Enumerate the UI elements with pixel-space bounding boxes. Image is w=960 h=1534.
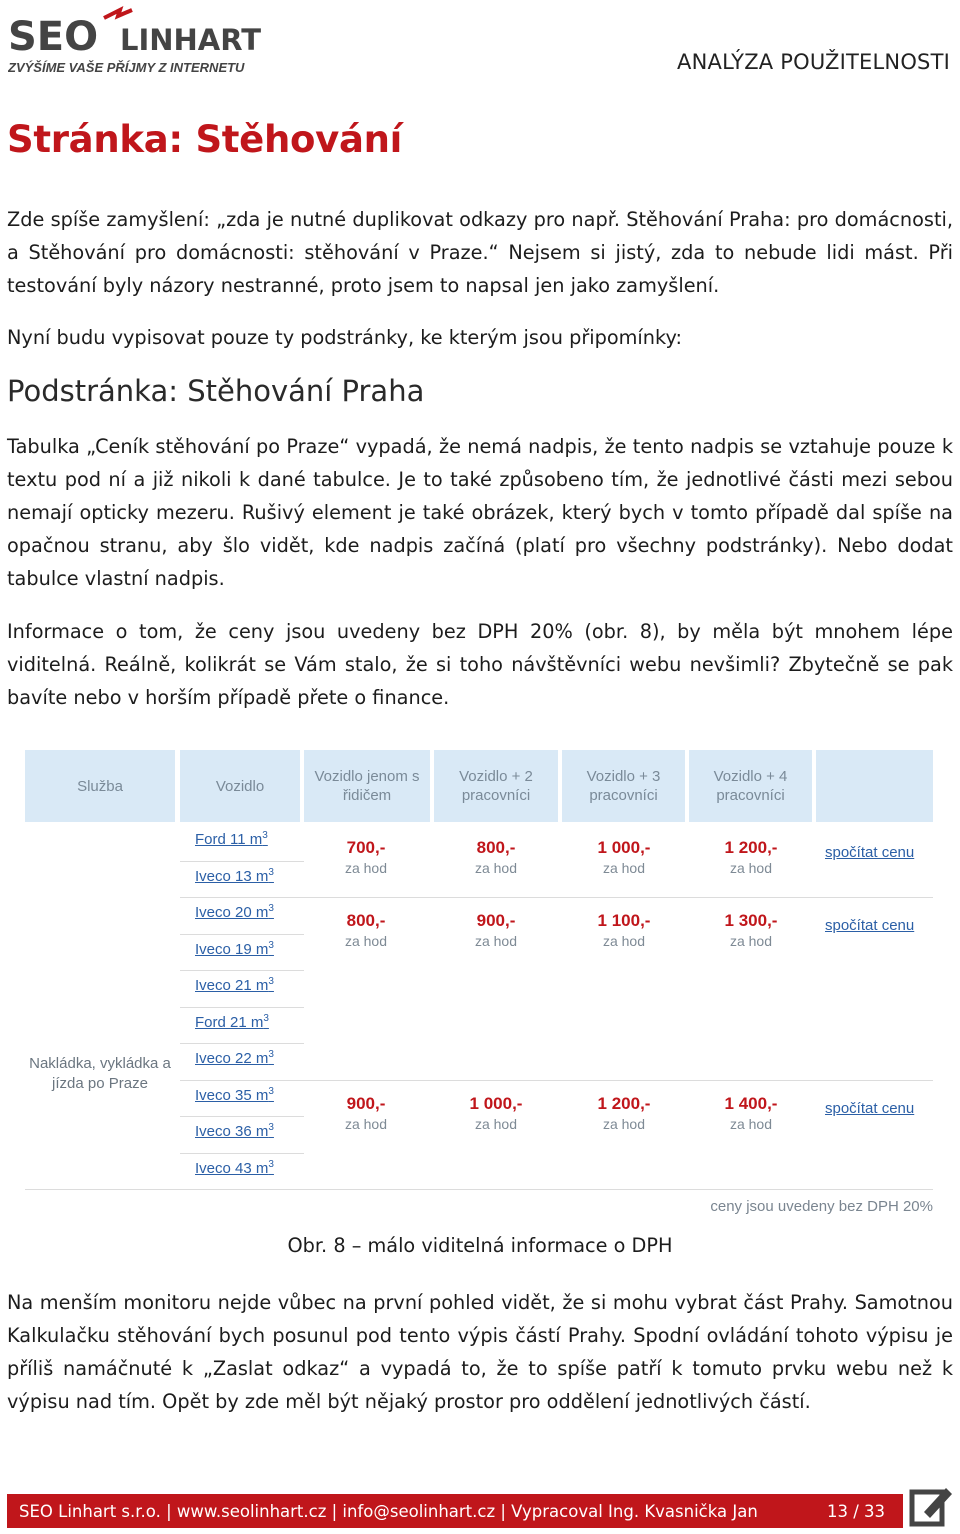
seo-linhart-logo bbox=[8, 6, 288, 76]
price-value: 900,- bbox=[476, 911, 516, 930]
row-divider bbox=[180, 1116, 304, 1117]
price-cell bbox=[691, 1094, 811, 1134]
price-unit: za hod bbox=[344, 933, 388, 949]
price-unit: za hod bbox=[344, 860, 388, 876]
vehicle-link-label: Ford 21 m bbox=[195, 1013, 264, 1031]
group-divider bbox=[25, 1189, 933, 1190]
unit-superscript: 3 bbox=[263, 1012, 269, 1024]
price-value: 800,- bbox=[476, 838, 516, 857]
page-number: 13 / 33 bbox=[826, 1502, 885, 1521]
price-value: 700,- bbox=[346, 838, 386, 857]
vehicle-link-label: Iveco 43 m bbox=[195, 1159, 269, 1177]
vehicle-link-label: Iveco 20 m bbox=[195, 904, 269, 921]
group-divider bbox=[180, 897, 933, 898]
vehicle-link[interactable] bbox=[195, 1013, 269, 1031]
unit-superscript: 3 bbox=[268, 976, 274, 987]
price-unit: za hod bbox=[729, 1115, 773, 1132]
vehicle-link[interactable] bbox=[195, 903, 274, 921]
page-footer bbox=[7, 1494, 903, 1528]
unit-superscript: 3 bbox=[268, 1158, 274, 1170]
page-title: Stránka: Stěhování bbox=[7, 118, 403, 161]
price-cell bbox=[436, 838, 556, 878]
price-cell bbox=[564, 1094, 684, 1134]
calculate-price-link[interactable]: spočítat cenu bbox=[825, 1099, 915, 1117]
service-label: Nakládka, vykládka a jízda po Praze bbox=[29, 1055, 171, 1092]
vehicle-link-label: Iveco 35 m bbox=[195, 1086, 269, 1104]
pricing-table-figure bbox=[25, 750, 933, 1220]
row-divider bbox=[180, 934, 304, 935]
price-value: 900,- bbox=[346, 1093, 386, 1113]
row-divider bbox=[180, 1007, 304, 1008]
price-cell bbox=[691, 911, 811, 951]
price-cell bbox=[564, 838, 684, 878]
vehicle-link[interactable] bbox=[195, 940, 274, 958]
price-value: 1 000,- bbox=[469, 1093, 523, 1113]
logo-seo-text: SEO bbox=[8, 14, 99, 60]
price-unit: za hod bbox=[602, 1115, 646, 1132]
logo-arrow-icon bbox=[104, 10, 132, 18]
price-cell bbox=[306, 838, 426, 878]
price-cell bbox=[436, 1094, 556, 1134]
vehicle-link[interactable] bbox=[195, 1122, 274, 1140]
price-value: 1 000,- bbox=[597, 838, 651, 857]
vehicle-link[interactable] bbox=[195, 830, 268, 848]
vat-paragraph: Informace o tom, že ceny jsou uvedeny bez DPH 20% (obr. 8), by měla být mnohem lépe viditelná. Reálně, kolikrát se Vám stalo, že si toho návštěvníci webu nevšimli? Zbytečně se pak bavíte nebo v horším případě přete o finance. bbox=[7, 620, 953, 709]
unit-superscript: 3 bbox=[268, 1122, 274, 1133]
price-value: 1 200,- bbox=[724, 838, 778, 857]
price-unit: za hod bbox=[344, 1115, 388, 1132]
vehicle-link[interactable] bbox=[195, 976, 274, 994]
table-header-cell: Vozidlo + 4 pracovníci bbox=[689, 750, 812, 822]
table-header-cell: Vozidlo jenom s řidičem bbox=[304, 750, 430, 822]
logo-tagline: ZVÝŠÍME VAŠE PŘÍJMY Z INTERNETU bbox=[8, 60, 245, 75]
price-value: 800,- bbox=[346, 911, 386, 930]
price-cell bbox=[306, 911, 426, 951]
price-cell bbox=[564, 911, 684, 951]
price-unit: za hod bbox=[602, 933, 646, 949]
pricing-table-body bbox=[25, 822, 933, 1182]
price-unit: za hod bbox=[474, 1115, 518, 1132]
calculate-price-link[interactable]: spočítat cenu bbox=[825, 917, 915, 934]
table-paragraph: Tabulka „Ceník stěhování po Praze“ vypadá, že nemá nadpis, že tento nadpis se vztahuje pouze k textu pod ní a již nikoli k dané tabulce. Je to také způsobeno tím, že jednotlivé části mezi sebou nemají opticky mezeru. Rušivý element je také obrázek, který bych v tomto případě dal spíše na opačnou stranu, aby šlo vidět, kde nadpis začíná (platí pro všechny podstránky). Nebo dodat tabulce vlastní nadpis. bbox=[7, 435, 953, 590]
unit-superscript: 3 bbox=[268, 866, 274, 878]
unit-superscript: 3 bbox=[268, 903, 274, 914]
row-divider bbox=[180, 1153, 304, 1154]
vehicle-link[interactable] bbox=[195, 1159, 274, 1177]
group-divider bbox=[180, 1080, 933, 1081]
vehicle-link-label: Ford 11 m bbox=[195, 831, 263, 848]
vat-note: ceny jsou uvedeny bez DPH 20% bbox=[710, 1198, 933, 1215]
page-header bbox=[0, 0, 960, 90]
pricing-table-header bbox=[25, 750, 933, 822]
row-divider bbox=[180, 970, 304, 971]
unit-superscript: 3 bbox=[268, 1085, 274, 1097]
figure-caption: Obr. 8 – málo viditelná informace o DPH bbox=[287, 1234, 673, 1257]
subpages-note: Nyní budu vypisovat pouze ty podstránky, ke kterým jsou připomínky: bbox=[7, 326, 682, 349]
vehicle-link[interactable] bbox=[195, 1049, 274, 1067]
section-title: ANALÝZA POUŽITELNOSTI bbox=[677, 50, 950, 74]
after-content bbox=[7, 1286, 953, 1418]
row-divider bbox=[180, 1043, 304, 1044]
calculate-price-link[interactable]: spočítat cenu bbox=[825, 844, 915, 861]
table-header-cell: Vozidlo bbox=[180, 750, 300, 822]
vehicle-link[interactable] bbox=[195, 1086, 274, 1104]
price-value: 1 400,- bbox=[724, 1093, 778, 1113]
edit-note-icon bbox=[906, 1480, 956, 1530]
price-cell bbox=[691, 838, 811, 878]
table-header-cell: Vozidlo + 2 pracovníci bbox=[434, 750, 558, 822]
main-content bbox=[7, 118, 953, 714]
row-divider bbox=[180, 861, 304, 862]
after-paragraph: Na menším monitoru nejde vůbec na první pohled vidět, že si mohu vybrat část Prahy. Samotnou Kalkulačku stěhování bych posunul pod tento výpis částí Prahy. Spodní ovládání tohoto výpisu je příliš namáčnuté k „Zaslat odkaz“ a vypadá to, že to spíše patří k tomuto prvku webu než k výpisu nad tím. Opět by zde měl být nějaký prostor pro oddělení jednotlivých částí. bbox=[7, 1291, 953, 1413]
price-unit: za hod bbox=[602, 860, 646, 876]
vehicle-link-label: Iveco 21 m bbox=[195, 977, 269, 994]
unit-superscript: 3 bbox=[268, 939, 274, 951]
footer-contact-text: SEO Linhart s.r.o. | www.seolinhart.cz | info@seolinhart.cz | Vypracoval Ing. Kvasnička Jan bbox=[19, 1502, 758, 1521]
price-unit: za hod bbox=[729, 860, 773, 876]
vehicle-link-label: Iveco 36 m bbox=[195, 1123, 269, 1140]
price-unit: za hod bbox=[474, 933, 518, 949]
intro-paragraph: Zde spíše zamyšlení: „zda je nutné duplikovat odkazy pro např. Stěhování Praha: pro domácnosti, a Stěhování pro domácnosti: stěhování v Praze.“ Nejsem si jistý, zda to nebude lidi mást. Při testování byly názory nestranné, proto jsem to napsal jen jako zamyšlení. bbox=[7, 208, 953, 297]
table-header-cell bbox=[816, 750, 933, 822]
unit-superscript: 3 bbox=[262, 830, 268, 841]
price-value: 1 200,- bbox=[597, 1093, 651, 1113]
subpage-title: Podstránka: Stěhování Praha bbox=[7, 374, 425, 408]
price-unit: za hod bbox=[729, 933, 773, 949]
vehicle-link-label: Iveco 19 m bbox=[195, 940, 269, 958]
price-value: 1 100,- bbox=[597, 911, 651, 930]
vehicle-link-label: Iveco 13 m bbox=[195, 867, 269, 885]
vehicle-link[interactable] bbox=[195, 867, 274, 885]
price-unit: za hod bbox=[474, 860, 518, 876]
table-header-cell: Vozidlo + 3 pracovníci bbox=[562, 750, 685, 822]
vehicle-link-label: Iveco 22 m bbox=[195, 1050, 269, 1067]
price-value: 1 300,- bbox=[724, 911, 778, 930]
logo-linhart-text: LINHART bbox=[120, 23, 262, 57]
price-cell bbox=[306, 1094, 426, 1134]
price-cell bbox=[436, 911, 556, 951]
unit-superscript: 3 bbox=[268, 1049, 274, 1060]
table-header-cell: Služba bbox=[25, 750, 175, 822]
